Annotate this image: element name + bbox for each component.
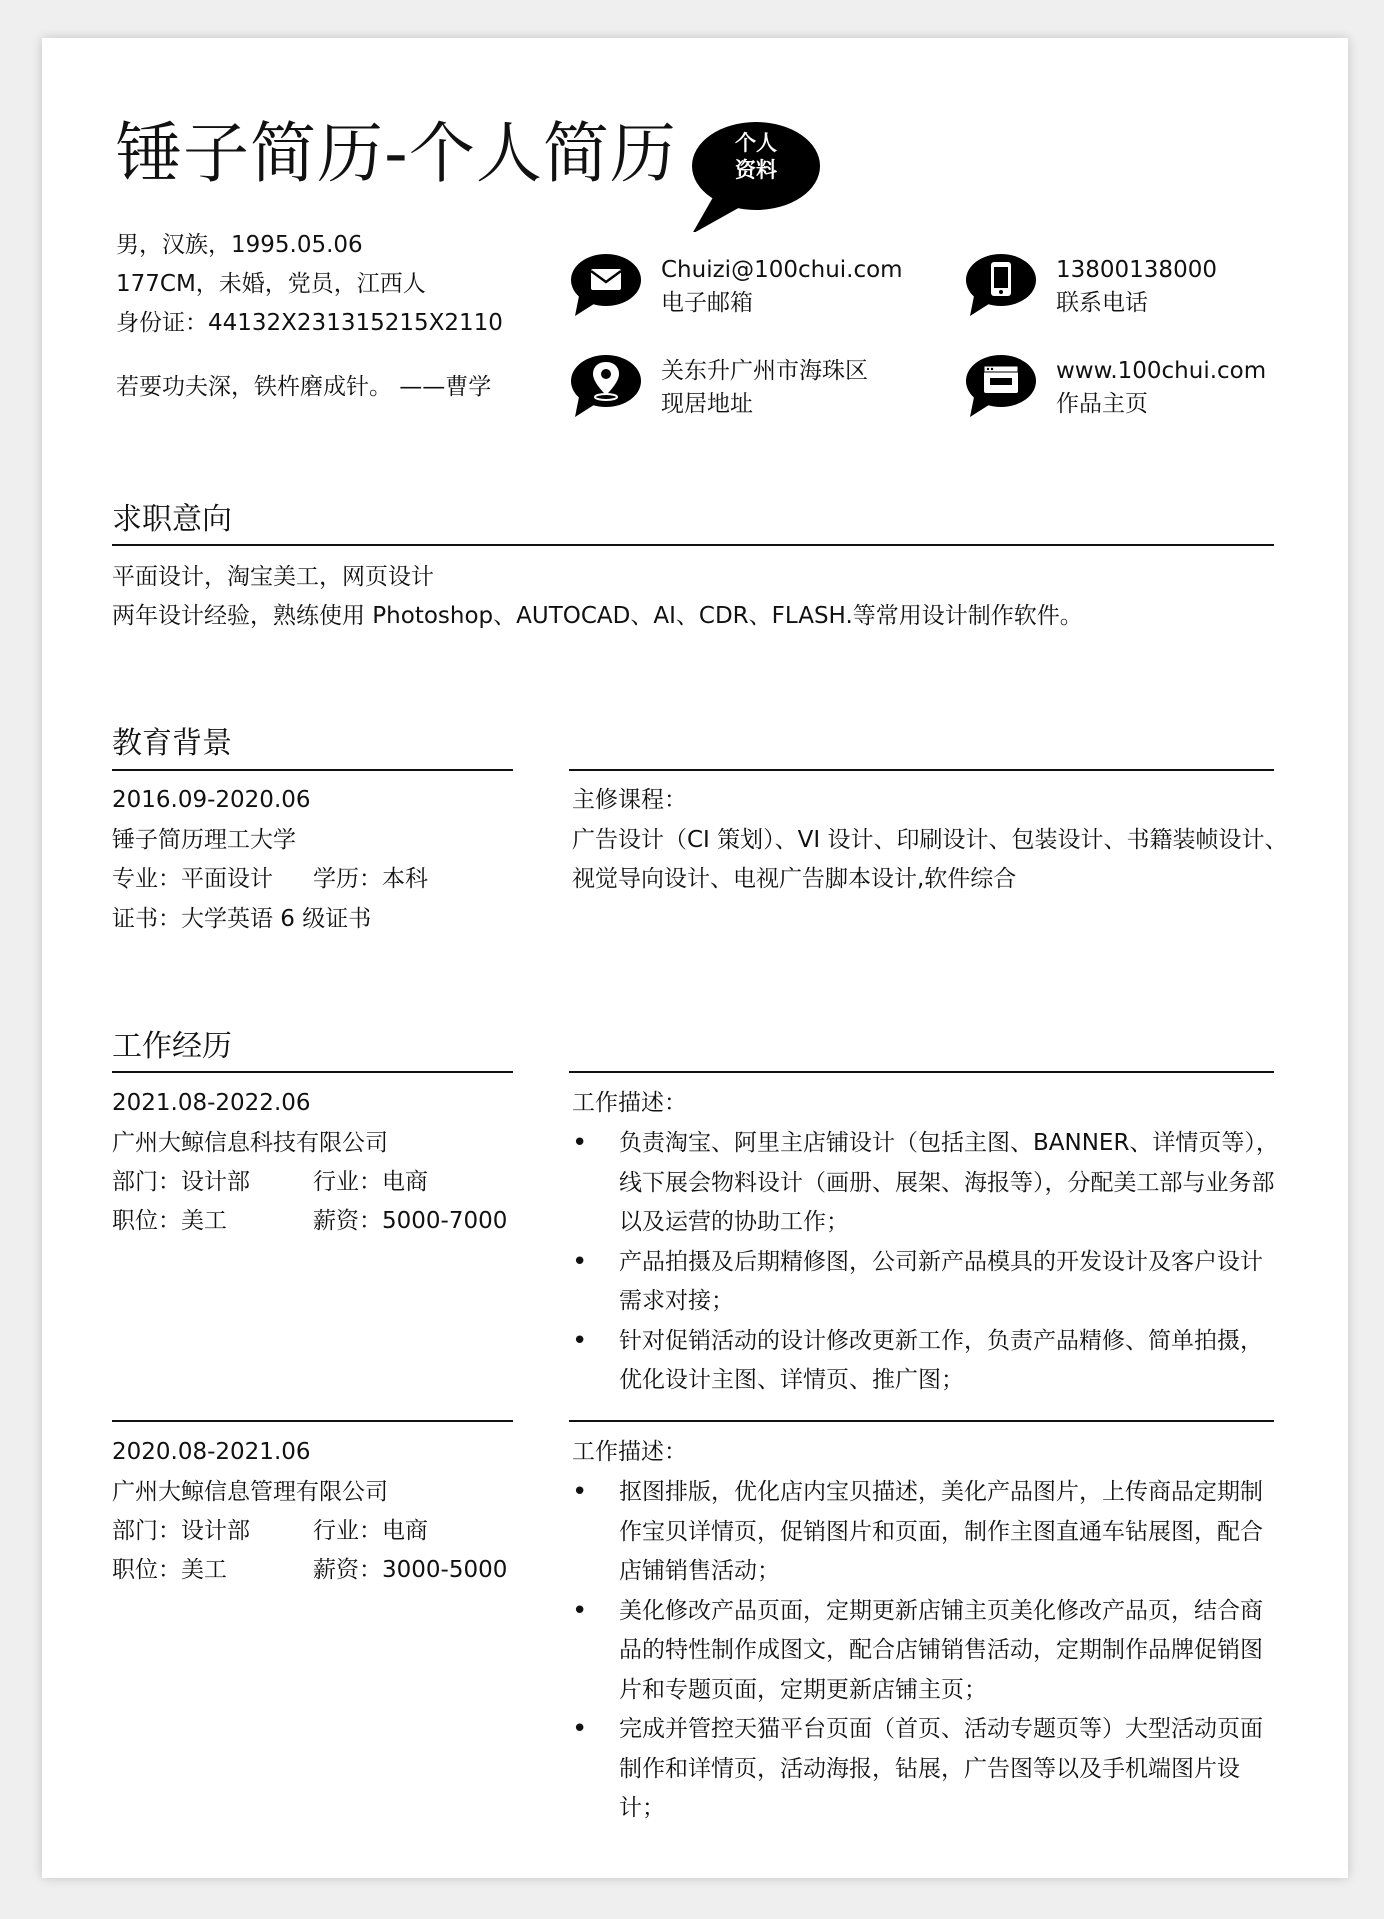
email-value[interactable]: Chuizi@100chui.com — [661, 257, 903, 283]
personal-id: 身份证：44132X231315215X2110 — [116, 310, 503, 336]
education-certificate: 证书：大学英语 6 级证书 — [112, 906, 372, 932]
job1-duty: • 产品拍摄及后期精修图，公司新产品模具的开发设计及客户设计需求对接； — [572, 1243, 1280, 1322]
job1-duty: • 负责淘宝、阿里主店铺设计（包括主图、BANNER、详情页等），线下展会物料设计（画册、展架、海报等），分配美工部与业务部以及运营的协助工作； — [572, 1124, 1280, 1243]
work-heading: 工作经历 — [112, 1029, 232, 1064]
website-label: 作品主页 — [1056, 391, 1148, 417]
contact-website — [964, 351, 1294, 421]
education-major: 专业：平面设计 — [112, 866, 273, 892]
mail-icon — [569, 252, 643, 318]
job2-rule-left — [112, 1420, 513, 1422]
job2-dept: 部门：设计部 — [112, 1518, 250, 1544]
job2-duties — [572, 1473, 1280, 1829]
phone-icon — [964, 252, 1038, 318]
job1-period: 2021.08-2022.06 — [112, 1090, 311, 1116]
badge-line2: 资料 — [735, 158, 777, 182]
resume-page — [42, 38, 1348, 1878]
job2-position: 职位：美工 — [112, 1557, 227, 1583]
job2-duty: • 美化修改产品页面，定期更新店铺主页美化修改产品页，结合商品的特性制作成图文，配合店铺销售活动，定期制作品牌促销图片和专题页面，定期更新店铺主页； — [572, 1592, 1280, 1711]
contact-phone — [964, 250, 1294, 320]
job2-rule-right — [569, 1420, 1274, 1422]
address-value: 关东升广州市海珠区 — [661, 358, 868, 384]
resume-title: 锤子简历-个人简历 — [116, 115, 677, 192]
job1-desc-title: 工作描述： — [572, 1090, 687, 1116]
objective-line2: 两年设计经验，熟练使用 Photoshop、AUTOCAD、AI、CDR、FLASH.等常用设计制作软件。 — [112, 603, 1083, 629]
job2-duty: • 完成并管控天猫平台页面（首页、活动专题页等）大型活动页面制作和详情页，活动海报，钻展，广告图等以及手机端图片设计； — [572, 1710, 1280, 1829]
courses-line1: 广告设计（CI 策划）、VI 设计、印刷设计、包装设计、书籍装帧设计、 — [572, 827, 1288, 853]
job2-salary: 薪资：3000-5000 — [313, 1557, 508, 1583]
phone-label: 联系电话 — [1056, 290, 1148, 316]
courses-title: 主修课程： — [572, 787, 687, 813]
objective-rule — [112, 544, 1274, 546]
phone-value[interactable]: 13800138000 — [1056, 257, 1217, 283]
location-pin-icon — [569, 353, 643, 419]
job1-duties — [572, 1124, 1280, 1401]
contact-address — [569, 351, 899, 421]
job2-company: 广州大鲸信息管理有限公司 — [112, 1479, 388, 1505]
education-school: 锤子简历理工大学 — [112, 827, 296, 853]
personal-line2: 177CM，未婚，党员，江西人 — [116, 271, 426, 297]
job1-salary: 薪资：5000-7000 — [313, 1208, 508, 1234]
job2-desc-title: 工作描述： — [572, 1439, 687, 1465]
job2-duty: • 抠图排版，优化店内宝贝描述，美化产品图片，上传商品定期制作宝贝详情页，促销图片和页面，制作主图直通车钻展图，配合店铺销售活动； — [572, 1473, 1280, 1592]
contact-email — [569, 250, 903, 320]
objective-heading: 求职意向 — [112, 502, 232, 537]
job1-company: 广州大鲸信息科技有限公司 — [112, 1130, 388, 1156]
personal-line1: 男，汉族，1995.05.06 — [116, 232, 363, 258]
education-rule-right — [569, 769, 1274, 771]
motto: 若要功夫深，铁杵磨成针。 ——曹学 — [116, 374, 492, 400]
address-label: 现居地址 — [661, 391, 753, 417]
job1-duty: • 针对促销活动的设计修改更新工作，负责产品精修、简单拍摄，优化设计主图、详情页、推广图； — [572, 1322, 1280, 1401]
education-degree: 学历：本科 — [313, 866, 428, 892]
job1-dept: 部门：设计部 — [112, 1169, 250, 1195]
personal-info — [116, 226, 503, 343]
courses-line2: 视觉导向设计、电视广告脚本设计,软件综合 — [572, 866, 1017, 892]
education-rule-left — [112, 769, 513, 771]
website-value[interactable]: www.100chui.com — [1056, 358, 1267, 384]
education-heading: 教育背景 — [112, 726, 232, 761]
email-label: 电子邮箱 — [661, 290, 753, 316]
objective-line1: 平面设计，淘宝美工，网页设计 — [112, 564, 434, 590]
job2-industry: 行业：电商 — [313, 1518, 428, 1544]
web-icon — [964, 353, 1038, 419]
job2-period: 2020.08-2021.06 — [112, 1439, 311, 1465]
personal-info-badge — [686, 110, 820, 232]
badge-line1: 个人 — [735, 131, 777, 155]
education-period: 2016.09-2020.06 — [112, 787, 311, 813]
job1-industry: 行业：电商 — [313, 1169, 428, 1195]
work-rule-left — [112, 1071, 513, 1073]
work-rule-right — [569, 1071, 1274, 1073]
job1-position: 职位：美工 — [112, 1208, 227, 1234]
